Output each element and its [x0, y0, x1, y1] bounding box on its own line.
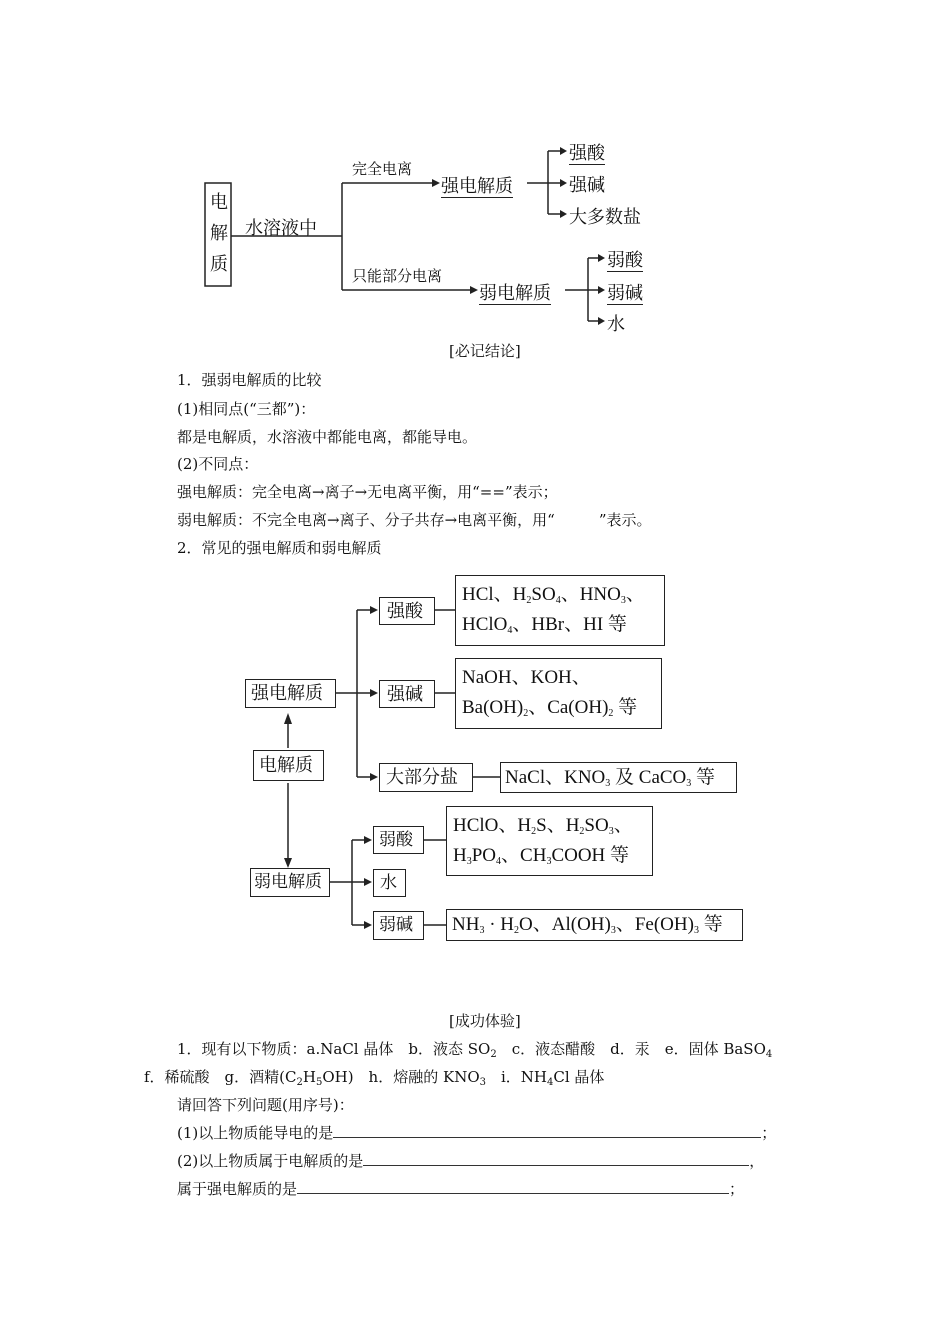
section-title-exercise: [成功体验] [449, 1012, 521, 1030]
examples-salts [500, 762, 737, 793]
examples-line: HCl、$H_2SO_4$、$HNO_3$、 [462, 584, 645, 606]
paragraph: 都是电解质，水溶液中都能电离，都能导电。 [177, 428, 478, 446]
diagram1-root [209, 187, 229, 280]
diagram1-lower-label: 只能部分电离 [352, 267, 443, 285]
node-most-salts: 大部分盐 [379, 763, 473, 792]
diagram1-condition: 水溶液中 [245, 218, 317, 239]
node-weak-acid: 弱酸 [373, 826, 424, 854]
node-strong-base: 强碱 [379, 680, 435, 708]
diagram1-strong-item: 强碱 [569, 175, 605, 196]
paragraph: 2．常见的强电解质和弱电解质 [177, 539, 382, 557]
node-water: 水 [373, 869, 406, 897]
examples-strong-base [455, 658, 662, 729]
examples-line: $Ba(OH)_2$、$Ca(OH)_2$ 等 [462, 697, 638, 719]
question-line: 请回答下列问题(用序号)： [177, 1096, 354, 1114]
diagram1-weak-item: 弱碱 [607, 283, 643, 304]
question-line: (1)以上物质能导电的是 ； [177, 1124, 777, 1142]
examples-line: NaOH、KOH、 [462, 667, 591, 688]
question-line: 1．现有以下物质：a.NaCl 晶体 b．液态 $SO_2$ c．液态醋酸 d．汞 e．固体 BaSO$_4$ [177, 1040, 773, 1060]
examples-line: $NH_3 \cdot H_2O$、$Al(OH)_3$、$Fe(OH)_3$ 等 [452, 914, 723, 936]
node-strong-electrolyte: 强电解质 [245, 679, 336, 708]
paragraph: 1．强弱电解质的比较 [177, 371, 322, 389]
diagram1-strong-item: 大多数盐 [569, 207, 641, 228]
examples-line: $H_3PO_4$、$CH_3COOH$ 等 [453, 845, 630, 867]
root-char: 质 [210, 254, 228, 275]
node-strong-acid: 强酸 [379, 597, 435, 625]
paragraph: (2)不同点： [177, 455, 259, 473]
answer-blank[interactable] [363, 1151, 749, 1166]
root-char: 电 [210, 192, 228, 213]
answer-blank[interactable] [333, 1123, 761, 1138]
question-line: (2)以上物质属于电解质的是 ， [177, 1152, 765, 1170]
section-title-conclusions: [必记结论] [449, 342, 521, 360]
diagram1-weak [479, 279, 551, 305]
node-weak-base: 弱碱 [373, 911, 424, 940]
answer-blank[interactable] [297, 1179, 729, 1194]
diagram1-strong-item: 强酸 [569, 143, 605, 164]
diagram1-strong [441, 172, 513, 198]
examples-weak-acid [446, 806, 653, 876]
examples-weak-base [446, 909, 743, 941]
diagram1-weak-item: 弱酸 [607, 250, 643, 271]
diagram1-strong-text: 强电解质 [441, 176, 513, 197]
examples-line: HClO$_4$、HBr、HI 等 [462, 614, 627, 636]
diagram1-upper-label: 完全电离 [352, 160, 413, 178]
examples-line: HClO、$H_2S$、$H_2SO_3$、 [453, 815, 633, 837]
paragraph-with-symbol: 弱电解质：不完全电离→离子、分子共存→电离平衡，用“ ”表示。 [177, 511, 652, 529]
paragraph: 强电解质：完全电离→离子→无电离平衡，用“==”表示； [177, 483, 558, 501]
question-line: 属于强电解质的是 ； [177, 1180, 745, 1198]
diagram1-weak-item: 水 [607, 314, 625, 335]
node-weak-electrolyte: 弱电解质 [250, 868, 330, 897]
paragraph: (1)相同点(“三都”)： [177, 400, 316, 418]
examples-line: NaCl、$KNO_3$ 及 CaCO$_3$ 等 [505, 767, 716, 789]
examples-strong-acid [455, 575, 665, 646]
diagram1-weak-text: 弱电解质 [479, 283, 551, 304]
question-line: f．稀硫酸 g．酒精$(C_2H_5OH)$ h．熔融的 $KNO_3$ i．$NH_4Cl$ 晶体 [144, 1068, 605, 1088]
root-char: 解 [210, 223, 228, 244]
node-electrolyte: 电解质 [253, 750, 324, 781]
